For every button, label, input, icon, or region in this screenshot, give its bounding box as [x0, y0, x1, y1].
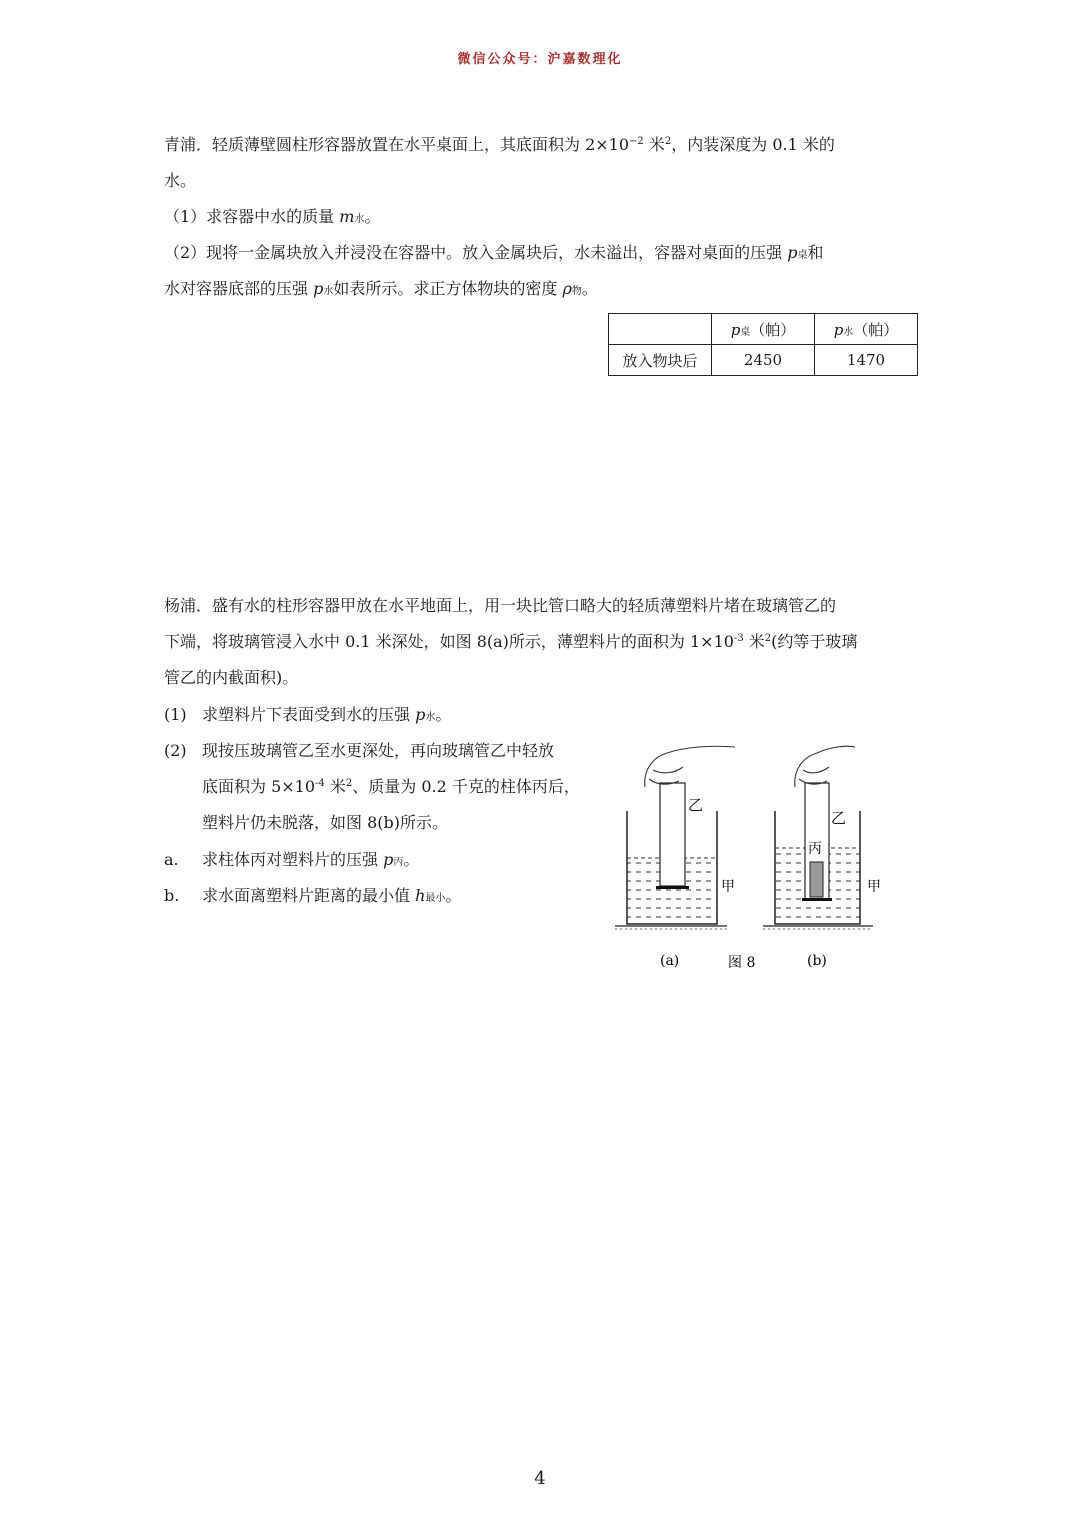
q2-sub-a	[202, 842, 419, 881]
symbol-p: p	[730, 320, 741, 339]
symbol-rho: ρ	[562, 279, 572, 298]
q2-sub-a-label: a.	[164, 850, 179, 869]
q2-text: 、质量为 0.2 千克的柱体丙后，	[352, 777, 580, 796]
symbol-p: p	[833, 320, 844, 339]
subscript: 物	[571, 286, 582, 297]
plastic-sheet-b	[802, 898, 832, 901]
q2-sub1	[202, 697, 451, 736]
q2-sub1-number: (1)	[164, 705, 187, 724]
q2-sub2-line-1: 现按压玻璃管乙至水更深处，再向玻璃管乙中轻放	[202, 741, 555, 760]
table-header-p-water	[815, 314, 918, 345]
exponent: -3	[733, 633, 744, 644]
figure-8	[605, 715, 905, 980]
q1-text: 。	[581, 279, 598, 298]
figure-a	[615, 746, 735, 969]
subscript: 水	[843, 326, 854, 338]
q2-text: 。	[403, 850, 420, 869]
subscript: 最小	[425, 893, 446, 904]
q1-text: 米	[643, 135, 665, 154]
label-jia-b: 甲	[867, 879, 881, 895]
q2-line-2	[164, 624, 924, 660]
watermark-header: 微信公众号：沪嘉数理化	[457, 52, 623, 67]
label-yi-b: 乙	[831, 809, 847, 827]
table-value-p-water: 1470	[815, 345, 918, 376]
label-jia-a: 甲	[721, 879, 735, 895]
subscript: 桌	[740, 326, 751, 338]
caption-a: (a)	[660, 953, 680, 969]
unit: （帕）	[750, 320, 796, 339]
q1-text: （1）求容器中水的质量	[164, 207, 340, 226]
exponent: 2	[764, 633, 772, 644]
q2-text: 求柱体丙对塑料片的压强	[202, 850, 384, 869]
symbol-p: p	[787, 243, 798, 262]
symbol-m: m	[339, 207, 355, 226]
q2-text: 下端，将玻璃管浸入水中 0.1 米深处，如图 8(a)所示，薄塑料片的面积为 1×10	[164, 632, 734, 651]
table-cell-empty	[609, 314, 712, 345]
table-row	[609, 314, 918, 345]
subscript: 丙	[393, 857, 404, 868]
q1-part-2-cont	[164, 271, 924, 310]
figure-caption-title: 图 8	[728, 955, 756, 971]
exponent: -4	[315, 778, 325, 789]
page-number: 4	[534, 1468, 546, 1489]
hand-icon-a	[645, 746, 735, 787]
q2-text: 底面积为 5×10	[202, 777, 316, 796]
glass-tube-yi-a	[660, 783, 685, 886]
subscript: 桌	[797, 250, 808, 261]
q2-text: 求塑料片下表面受到水的压强	[202, 705, 416, 724]
q1-text: （2）现将一金属块放入并浸没在容器中。放入金属块后，水未溢出，容器对桌面的压强	[164, 243, 788, 262]
exponent: 2	[664, 136, 672, 147]
table-row	[609, 345, 918, 376]
q1-text: 水。	[164, 171, 197, 190]
q2-sub2-number: (2)	[164, 741, 187, 760]
q2-line-1	[164, 588, 924, 624]
exponent: −2	[629, 136, 644, 147]
label-bing-b: 丙	[808, 841, 822, 857]
table-value-p-desk: 2450	[712, 345, 815, 376]
q1-line-1	[164, 127, 924, 163]
q1-part-2	[164, 235, 924, 274]
q1-part-1	[164, 199, 924, 238]
q2-sub2-line-2	[202, 769, 580, 805]
symbol-p: p	[313, 279, 324, 298]
q2-text: 求水面离塑料片距离的最小值	[202, 886, 416, 905]
q1-text: 和	[807, 243, 824, 262]
symbol-p: p	[383, 850, 394, 869]
figure-b	[763, 746, 881, 969]
exponent: 2	[345, 778, 353, 789]
table-header-p-desk	[712, 314, 815, 345]
q2-text: 管乙的内截面积)。	[164, 668, 299, 687]
label-yi-a: 乙	[688, 796, 704, 814]
q1-text: 水对容器底部的压强	[164, 279, 314, 298]
q1-text: 。	[364, 207, 381, 226]
subscript: 水	[323, 286, 334, 297]
unit: （帕）	[853, 320, 899, 339]
q1-line-2	[164, 163, 924, 199]
q2-text: 杨浦．盛有水的柱形容器甲放在水平地面上，用一块比管口略大的轻质薄塑料片堵在玻璃管乙的	[164, 596, 837, 615]
hand-icon-b	[795, 746, 855, 787]
pressure-table	[608, 313, 918, 376]
q2-text: 。	[445, 886, 462, 905]
q2-text: (约等于玻璃	[771, 632, 858, 651]
subscript: 水	[354, 214, 365, 225]
caption-b: (b)	[807, 953, 827, 969]
q2-sub-b-label: b.	[164, 886, 180, 905]
q1-text: ，内装深度为 0.1 米的	[671, 135, 835, 154]
q2-text: 米	[743, 632, 765, 651]
q2-line-3	[164, 660, 924, 696]
q1-text: 青浦．轻质薄壁圆柱形容器放置在水平桌面上，其底面积为 2×10	[164, 135, 630, 154]
q2-text: 米	[324, 777, 346, 796]
table-row-label: 放入物块后	[609, 345, 712, 376]
plastic-sheet-a	[656, 886, 689, 889]
q2-text: 。	[435, 705, 452, 724]
q1-text: 如表所示。求正方体物块的密度	[333, 279, 563, 298]
symbol-p: p	[415, 705, 426, 724]
q2-sub2-line-3: 塑料片仍未脱落，如图 8(b)所示。	[202, 813, 448, 832]
cylinder-bing	[810, 862, 823, 897]
subscript: 水	[425, 712, 436, 723]
symbol-h: h	[415, 886, 426, 905]
q2-sub-b	[202, 878, 461, 917]
